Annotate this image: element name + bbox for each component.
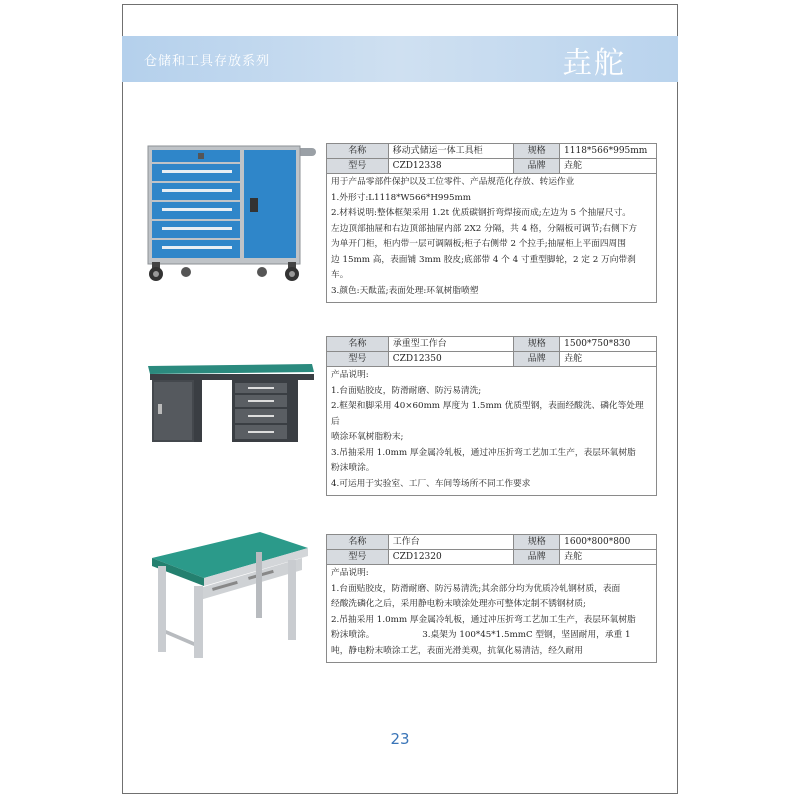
description-line: 边 15mm 高，表面铺 3mm 胶皮;底部带 4 个 4 寸重型脚轮，2 定 2 万向带刹车。	[331, 254, 636, 280]
brand-label: 品牌	[514, 352, 560, 367]
name-label: 名称	[327, 535, 389, 550]
product-spec: 1118*566*995mm	[560, 144, 657, 159]
product-model: CZD12350	[388, 352, 514, 367]
description-box-1	[326, 173, 657, 303]
description-line: 4.可运用于实验室、工厂、车间等场所不同工作要求	[331, 478, 531, 489]
description-line: 1.台面贴胶皮，防滑耐磨、防污易清洗;	[331, 385, 482, 396]
product-brand: 垚舵	[560, 159, 657, 174]
header-band	[122, 36, 678, 82]
description-box-2	[326, 366, 657, 496]
brand-label: 品牌	[514, 550, 560, 565]
product-name: 工作台	[388, 535, 514, 550]
page-number: 23	[390, 730, 410, 748]
description-line: 2.吊抽采用 1.0mm 厚金属冷轧板，通过冲压折弯工艺加工生产，表层环氧树脂	[331, 614, 636, 625]
product-image-workbench	[148, 530, 310, 662]
product-name: 移动式储运一体工具柜	[388, 144, 514, 159]
product-image-tool-cabinet	[142, 142, 317, 284]
description-line: 用于产品零部件保护以及工位零件、产品规范化存放、转运作业	[331, 177, 575, 187]
name-label: 名称	[327, 144, 389, 159]
description-line: 3.颜色:天酞蓝;表面处理:环氧树脂喷塑	[331, 285, 479, 296]
spec-table-1	[326, 143, 657, 174]
description-line: 1.台面贴胶皮，防滑耐磨、防污易清洗;其余部分均为优质冷轧钢材质，表面	[331, 583, 621, 594]
product-spec: 1500*750*830	[560, 337, 657, 352]
description-line: 2.框架和脚采用 40×60mm 厚度为 1.5mm 优质型钢，表面经酸洗、磷化等处理后	[331, 401, 644, 427]
product-name: 承重型工作台	[388, 337, 514, 352]
description-line: 粉沫喷涂。	[331, 463, 375, 473]
spec-table-2	[326, 336, 657, 367]
description-line: 产品说明:	[331, 370, 369, 380]
description-line: 3.吊抽采用 1.0mm 厚金属冷轧板，通过冲压折弯工艺加工生产，表层环氧树脂	[331, 447, 636, 458]
description-line: 为单开门柜，柜内带一层可调隔板;柜子右侧带 2 个拉手;抽屉柜上平面四周围	[331, 239, 626, 249]
description-line: 吨，静电粉末喷涂工艺，表面光滑美观，抗氧化易清洁，经久耐用	[331, 645, 583, 656]
name-label: 名称	[327, 337, 389, 352]
description-line: 左边顶部抽屉和右边顶部抽屉内部 2X2 分隔，共 4 格，分隔板可调节;右侧下方	[331, 223, 638, 234]
product-model: CZD12338	[388, 159, 514, 174]
model-label: 型号	[327, 550, 389, 565]
spec-label: 规格	[514, 144, 560, 159]
product-brand: 垚舵	[560, 550, 657, 565]
description-line: 喷涂环氧树脂粉末;	[331, 432, 404, 442]
model-label: 型号	[327, 352, 389, 367]
product-image-heavy-workbench	[144, 360, 316, 452]
brand-label: 品牌	[514, 159, 560, 174]
product-model: CZD12320	[388, 550, 514, 565]
series-title: 仓储和工具存放系列	[144, 54, 271, 69]
description-line: 经酸洗磷化之后，采用静电粉末喷涂处理亦可整体定制不锈钢材质;	[331, 599, 586, 609]
description-line: 产品说明:	[331, 568, 369, 578]
spec-label: 规格	[514, 337, 560, 352]
description-line: 2.材料说明:整体框架采用 1.2t 优质碳钢折弯焊接而成;左边为 5 个抽屉尺寸。	[331, 208, 631, 218]
spec-table-3	[326, 534, 657, 565]
product-spec: 1600*800*800	[560, 535, 657, 550]
brand-title: 垚舵	[562, 46, 626, 81]
model-label: 型号	[327, 159, 389, 174]
description-line: 粉沫喷涂。 3.桌架为 100*45*1.5mmC 型钢，坚固耐用，承重 1	[331, 630, 631, 640]
description-line: 1.外形寸:L1118*W566*H995mm	[331, 192, 471, 203]
description-box-3	[326, 564, 657, 663]
product-brand: 垚舵	[560, 352, 657, 367]
spec-label: 规格	[514, 535, 560, 550]
